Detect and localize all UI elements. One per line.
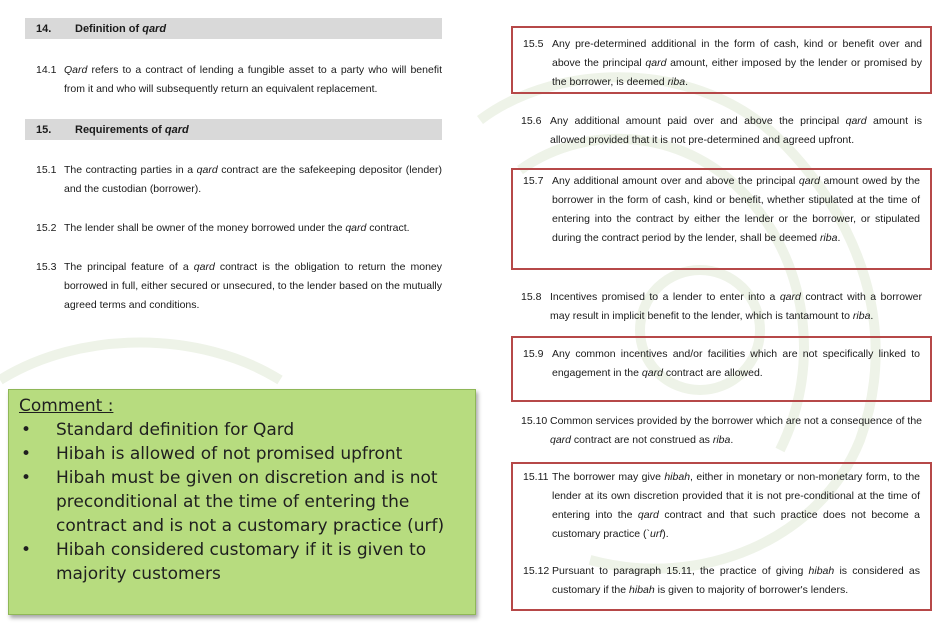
section-15-header (25, 119, 442, 140)
clause-number: 15.2 (36, 222, 57, 234)
comment-item: • Standard definition for Qard (21, 420, 295, 440)
clause-15-10 (511, 412, 932, 450)
clause-15-11 (513, 468, 920, 544)
clause-number: 14.1 (36, 64, 57, 76)
clause-number: 15.8 (521, 291, 542, 303)
clause-15-2 (25, 219, 442, 238)
clause-text: The borrower may give hibah, either in monetary or non-monetary form, to the lender at its own discretion provided that it is not pre-conditional at the time of entering into the qard contract and that such practice does not become a customary practice (`urf). (552, 471, 920, 540)
bullet-icon: • (21, 444, 32, 464)
bullet-icon: • (21, 540, 32, 560)
clause-15-6 (511, 112, 932, 150)
comment-item: • Hibah is allowed of not promised upfront (21, 444, 403, 464)
clause-number: 15.5 (523, 38, 544, 50)
clause-text: Any additional amount over and above the principal qard amount owed by the borrower in the form of cash, kind or benefit, whether stipulated at the time of entering into the contract by either the lender or the borrower, or stipulated during the contract period by the lender, shall be deemed riba. (552, 175, 920, 244)
clause-text: Qard refers to a contract of lending a fungible asset to a party who will benefit from it and who will subsequently return an equivalent replacement. (64, 64, 442, 95)
left-column (25, 18, 442, 315)
clause-text: The lender shall be owner of the money borrowed under the qard contract. (64, 222, 410, 234)
clause-15-7-highlighted (511, 168, 932, 270)
comment-title: Comment : (19, 396, 114, 416)
section-number: 15. (36, 123, 52, 136)
clause-15-3 (25, 258, 442, 315)
comment-item: • Hibah must be given on discretion and is not preconditional at the time of entering the contract and is not a customary practice (urf) (21, 468, 445, 536)
clause-15-11-12-highlighted (511, 462, 932, 611)
clause-text: The principal feature of a qard contract is the obligation to return the money borrowed in full, either secured or unsecured, to the lender based on the mutually agreed terms and conditions. (64, 261, 442, 311)
clause-text: Common services provided by the borrower which are not a consequence of the qard contract are not construed as riba. (550, 415, 922, 446)
bullet-icon: • (21, 420, 32, 440)
clause-number: 15.7 (523, 175, 544, 187)
clause-15-8 (511, 288, 932, 326)
bullet-icon: • (21, 468, 32, 488)
clause-text: Any common incentives and/or facilities which are not specifically linked to engagement in the qard contract are allowed. (552, 348, 920, 379)
clause-number: 15.6 (521, 115, 542, 127)
clause-number: 15.10 (521, 415, 548, 427)
clause-15-12 (513, 562, 920, 600)
comment-list (19, 418, 465, 586)
clause-number: 15.11 (523, 471, 549, 483)
clause-14-1 (25, 61, 442, 99)
comment-item: • Hibah considered customary if it is given to majority customers (21, 540, 427, 584)
clause-number: 15.3 (36, 261, 57, 273)
section-14-header (25, 18, 442, 39)
clause-text: The contracting parties in a qard contract are the safekeeping depositor (lender) and the custodian (borrower). (64, 164, 442, 195)
clause-text: Incentives promised to a lender to enter into a qard contract with a borrower may result in implicit benefit to the lender, which is tantamount to riba. (550, 291, 922, 322)
clause-number: 15.1 (36, 164, 57, 176)
section-title: Definition of qard (75, 22, 167, 35)
section-number: 14. (36, 22, 52, 35)
clause-text: Any pre-determined additional in the form of cash, kind or benefit over and above the principal qard amount, either imposed by the lender or promised by the borrower, is deemed riba. (552, 38, 922, 88)
section-title: Requirements of qard (75, 123, 189, 136)
comment-box (8, 389, 476, 615)
clause-number: 15.12 (523, 565, 550, 577)
clause-15-5-highlighted (511, 26, 932, 94)
clause-number: 15.9 (523, 348, 544, 360)
clause-15-1 (25, 161, 442, 199)
clause-text: Pursuant to paragraph 15.11, the practice of giving hibah is considered as customary if the hibah is given to majority of borrower's lenders. (552, 565, 920, 596)
clause-15-9-highlighted (511, 336, 932, 402)
clause-text: Any additional amount paid over and above the principal qard amount is allowed provided that it is not pre-determined and agreed upfront. (550, 115, 922, 146)
right-column (511, 26, 932, 611)
